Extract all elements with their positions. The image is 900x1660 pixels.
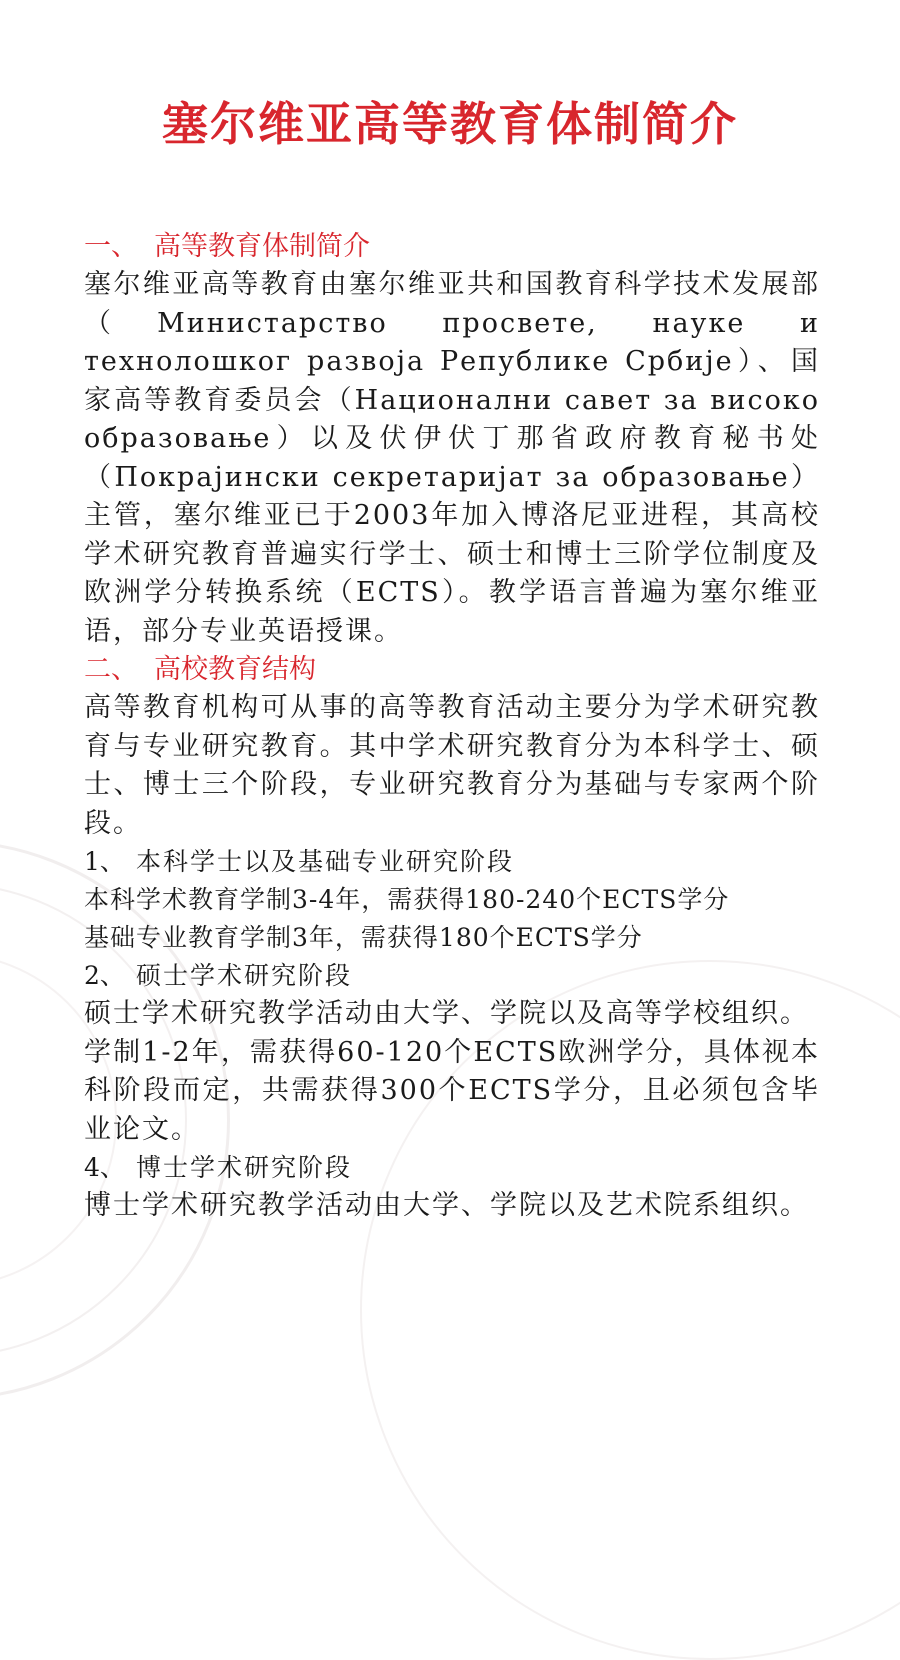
stage-paragraph: 硕士学术研究教学活动由大学、学院以及高等学校组织。 xyxy=(84,998,809,1029)
stage-heading-2 xyxy=(84,957,820,995)
stage-title: 硕士学术研究阶段 xyxy=(136,961,353,990)
stage-number: 1、 xyxy=(84,847,125,876)
section-paragraph-2: 高等教育机构可从事的高等教育活动主要分为学术研究教育与专业研究教育。其中学术研究教育分为本科学士、硕士、博士三个阶段，专业研究教育分为基础与专家两个阶段。 xyxy=(84,692,820,839)
stage-heading-1 xyxy=(84,843,820,881)
stage-heading-4 xyxy=(84,1149,820,1187)
document-body xyxy=(84,228,820,1226)
section-paragraph-1: 塞尔维亚高等教育由塞尔维亚共和国教育科学技术发展部（Министарство просвете, науке и технолошког развоја Републике Србије）、国家高等教育委员会（Национални савет за високо образовање）以及伏伊伏丁那省政府教育秘书处（Покрајински секретаријат за образовање）主管，塞尔维亚已于2003年加入博洛尼亚进程，其高校学术研究教育普遍实行学士、硕士和博士三阶学位制度及欧洲学分转换系统（ECTS）。教学语言普遍为塞尔维亚语，部分专业英语授课。 xyxy=(84,269,820,647)
section-number: 一、 xyxy=(84,231,138,262)
stage-number: 2、 xyxy=(84,961,125,990)
section-title: 高等教育体制简介 xyxy=(154,231,370,262)
stage-paragraph: 学制1-2年，需获得60-120个ECTS欧洲学分，具体视本科阶段而定，共需获得300个ECTS学分，且必须包含毕业论文。 xyxy=(84,1036,820,1145)
section-title: 高校教育结构 xyxy=(154,654,316,685)
stage-title: 博士学术研究阶段 xyxy=(136,1153,353,1182)
section-heading-2 xyxy=(84,651,820,689)
stage-number: 4、 xyxy=(84,1153,125,1182)
stage-paragraph: 博士学术研究教学活动由大学、学院以及艺术院系组织。 xyxy=(84,1190,809,1221)
section-heading-1 xyxy=(84,228,820,266)
stage-line: 基础专业教育学制3年，需获得180个ECTS学分 xyxy=(84,923,643,952)
section-number: 二、 xyxy=(84,654,138,685)
page-title: 塞尔维亚高等教育体制简介 xyxy=(162,97,738,151)
stage-title: 本科学士以及基础专业研究阶段 xyxy=(136,847,515,876)
stage-line: 本科学术教育学制3-4年，需获得180-240个ECTS学分 xyxy=(84,885,730,914)
